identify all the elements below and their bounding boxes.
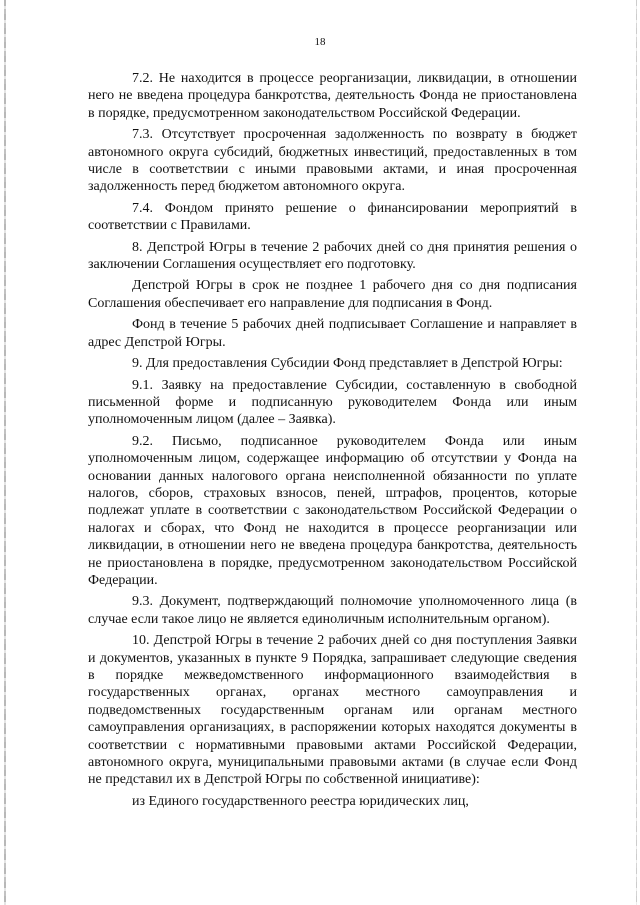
paragraph-7-2: 7.2. Не находится в процессе реорганизации, ликвидации, в отношении него не введена процедура банкротства, деятельность Фонда не приостановлена в порядке, предусмотренном законодательством Российской Федерации. bbox=[88, 71, 577, 121]
page-number: 18 bbox=[314, 36, 326, 48]
paragraph-10: 10. Депстрой Югры в течение 2 рабочих дней со дня поступления Заявки и документов, указанных в пункте 9 Порядка, запрашивает следующие сведения в порядке межведомственного информационного взаимодействия в государственных органах, органах местного самоуправления и подведомственных государственным органам или органам местного самоуправления организациях, в распоряжении которых находятся документы в соответствии с нормативными правовыми актами Российской Федерации, автономного округа, муниципальными правовыми актами (в случае если Фонд не представил их в Депстрой Югры по собственной инициативе): bbox=[88, 633, 577, 788]
paragraph-8-signing: Депстрой Югры в срок не позднее 1 рабочего дня со дня подписания Соглашения обеспечивает его направление для подписания в Фонд. bbox=[88, 278, 577, 311]
paragraph-9-3: 9.3. Документ, подтверждающий полномочие уполномоченного лица (в случае если такое лицо не является единоличным исполнительным органом). bbox=[88, 594, 577, 627]
paragraph-9-2: 9.2. Письмо, подписанное руководителем Фонда или иным уполномоченным лицом, содержащее информацию об отсутствии у Фонда на основании данных налогового органа неисполненной обязанности по уплате налогов, сборов, страховых взносов, пеней, штрафов, процентов, которые подлежат уплате в соответствии с законодательством Российской Федерации о налогах и сборах, что Фонд не находится в процессе реорганизации или ликвидации, в отношении него не введена процедура банкротства, деятельность не приостановлена в порядке, предусмотренном законодательством Российской Федерации. bbox=[88, 433, 577, 588]
paragraph-10-egrul: из Единого государственного реестра юридических лиц, bbox=[132, 793, 469, 809]
scan-edge-left bbox=[4, 0, 6, 905]
paragraph-9: 9. Для предоставления Субсидии Фонд представляет в Депстрой Югры: bbox=[132, 356, 563, 372]
paragraph-7-4: 7.4. Фондом принято решение о финансировании мероприятий в соответствии с Правилами. bbox=[88, 200, 577, 234]
scan-edge-right bbox=[636, 0, 637, 905]
paragraph-8-fund: Фонд в течение 5 рабочих дней подписывает Соглашение и направляет в адрес Депстрой Югры. bbox=[88, 317, 577, 350]
paragraph-7-3: 7.3. Отсутствует просроченная задолженность по возврату в бюджет автономного округа субсидий, бюджетных инвестиций, предоставленных в том числе в соответствии с иными правовыми актами, и иная просроченная задолженность перед бюджетом автономного округа. bbox=[88, 127, 577, 195]
paragraph-8: 8. Депстрой Югры в течение 2 рабочих дней со дня принятия решения о заключении Соглашения осуществляет его подготовку. bbox=[88, 239, 577, 273]
paragraph-9-1: 9.1. Заявку на предоставление Субсидии, составленную в свободной письменной форме и подписанную руководителем Фонда или иным уполномоченным лицом (далее – Заявка). bbox=[88, 377, 577, 428]
document-body bbox=[88, 70, 577, 810]
